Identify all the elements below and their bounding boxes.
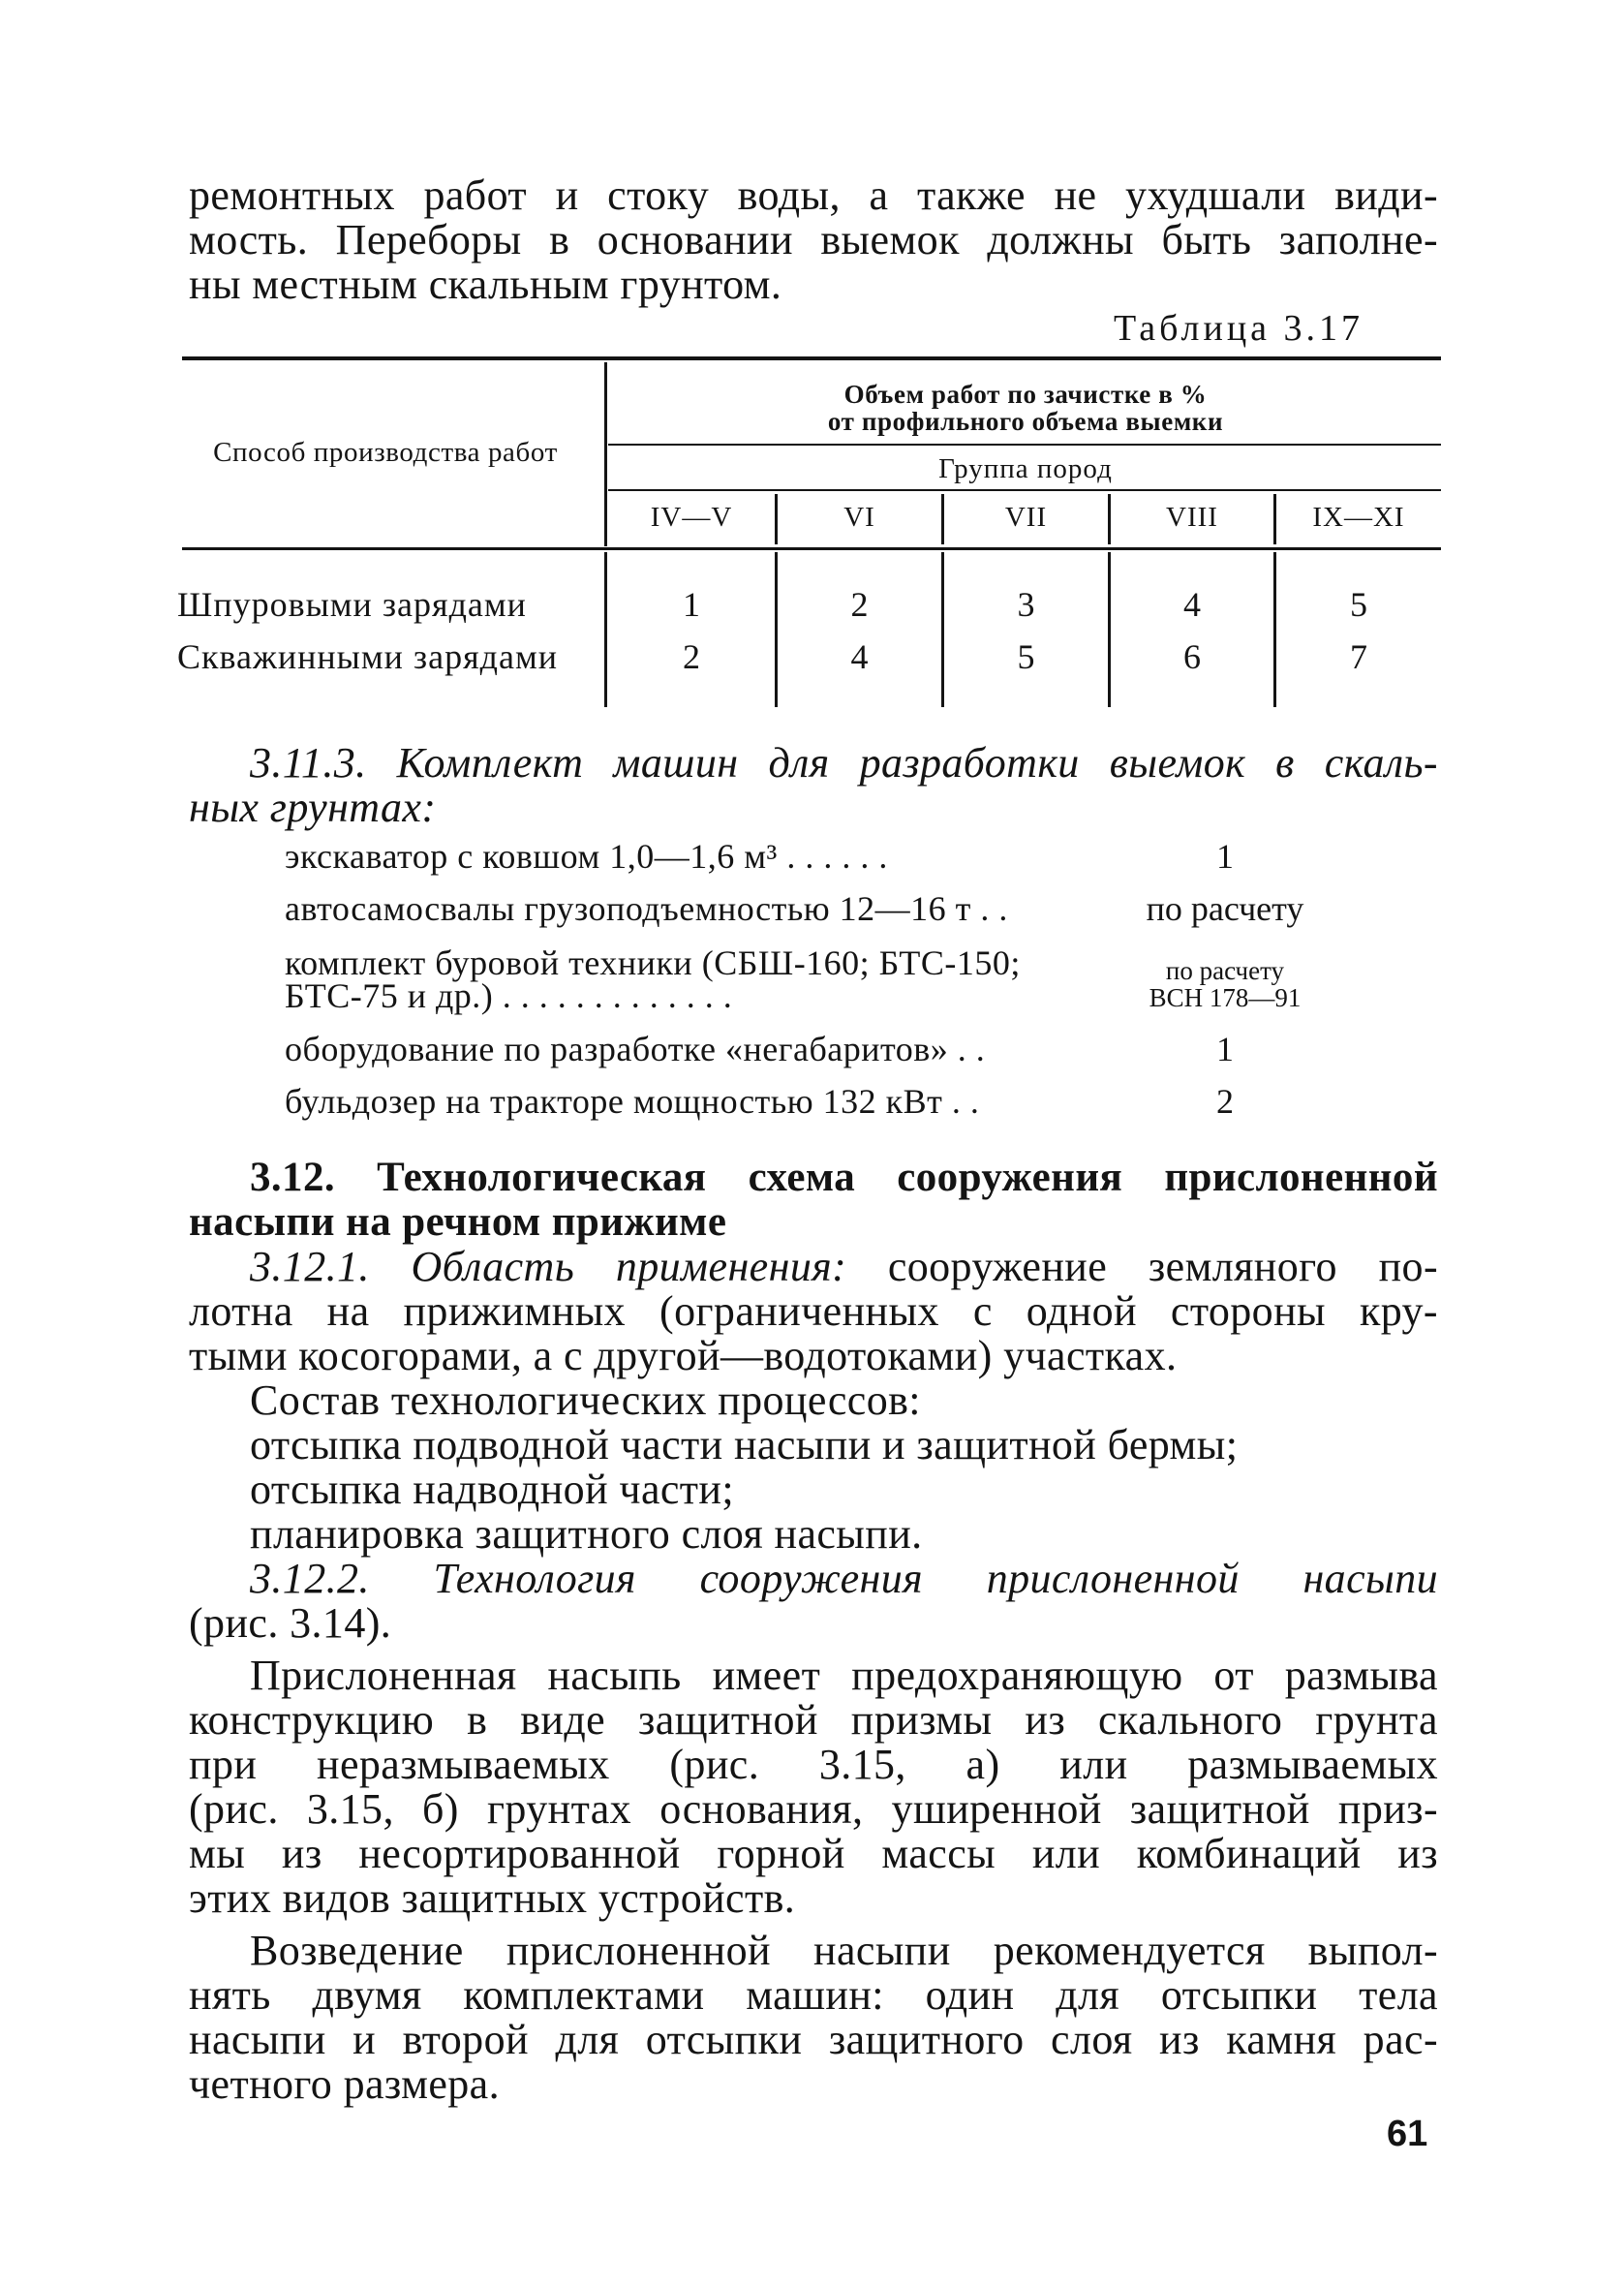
subsection-title: 3.12.1. Область применения: xyxy=(250,1243,847,1290)
paragraph-line: (рис. 3.14). xyxy=(189,1599,392,1647)
section-heading: 3.12. Технологическая схема сооружения прислоненной xyxy=(250,1155,1438,1200)
process-item: отсыпка подводной части насыпи и защитной бермы; xyxy=(250,1421,1239,1468)
table-vrule-head xyxy=(604,362,607,546)
method-header: Способ производства работ xyxy=(213,437,558,468)
leader-dots: . . xyxy=(942,1082,980,1121)
leader-dots: . . . . . . xyxy=(777,837,888,876)
subsection-title: 3.12.2. Технология сооружения прислоненной насыпи xyxy=(250,1555,1438,1602)
table-caption: Таблица 3.17 xyxy=(1114,308,1364,349)
intro-line: ны местным скальным грунтом. xyxy=(189,261,782,308)
volume-header-line1: Объем работ по зачистке в % xyxy=(843,380,1208,409)
table-group-rule xyxy=(608,489,1441,491)
leader-dots: . . . . . . . . . . . . . xyxy=(493,976,733,1015)
table-cell: 4 xyxy=(850,637,869,676)
column-header: IX—XI xyxy=(1312,502,1405,533)
group-header: Группа пород xyxy=(938,453,1113,484)
paragraph-line: лотна на прижимных (ограниченных с одной стороны кру- xyxy=(189,1287,1438,1335)
paragraph-line: тыми косогорами, а с другой—водотоками) участках. xyxy=(189,1332,1178,1379)
paragraph-line: при неразмываемых (рис. 3.15, а) или размываемых xyxy=(189,1741,1438,1788)
paragraph-line xyxy=(250,1244,1438,1290)
paragraph-line: мы из несортированной горной массы или комбинаций из xyxy=(189,1830,1438,1877)
paragraph-line: насыпи и второй для отсыпки защитного слоя из камня рас- xyxy=(189,2016,1438,2063)
paragraph-line: четного размера. xyxy=(189,2060,500,2108)
table-cell: 3 xyxy=(1017,585,1035,624)
volume-header-line2: от профильного объема выемки xyxy=(827,407,1224,436)
column-header: VII xyxy=(1004,502,1048,533)
table-vrule-body xyxy=(1273,552,1276,707)
machine-name: экскаватор с ковшом 1,0—1,6 м³ xyxy=(285,837,778,876)
intro-line: ремонтных работ и стоку воды, а также не ухудшали види- xyxy=(189,171,1438,219)
paragraph-line: этих видов защитных устройств. xyxy=(189,1874,796,1922)
machine-quantity: 2 xyxy=(1216,1082,1234,1121)
machine-quantity: по расчету xyxy=(1165,956,1285,985)
machine-name: оборудование по разработке «негабаритов» xyxy=(285,1030,949,1068)
table-head-bottom-rule xyxy=(182,547,1441,550)
paragraph-line: (рис. 3.15, б) грунтах основания, уширенной защитной приз- xyxy=(189,1785,1438,1833)
table-header-rule xyxy=(608,444,1441,446)
column-header: VI xyxy=(843,502,875,533)
page-number: 61 xyxy=(1387,2114,1428,2154)
process-item: планировка защитного слоя насыпи. xyxy=(250,1510,923,1558)
column-header: VIII xyxy=(1166,502,1218,533)
column-header: IV—V xyxy=(650,502,733,533)
section-heading: 3.11.3. Комплект машин для разработки выемок в скаль- xyxy=(250,739,1438,787)
machine-quantity: по расчету xyxy=(1146,889,1304,928)
machine-quantity: 1 xyxy=(1216,837,1234,876)
section-heading: ных грунтах: xyxy=(189,784,437,831)
paragraph-line: Возведение прислоненной насыпи рекомендуется выпол- xyxy=(250,1927,1438,1974)
machine-quantity-ref: ВСН 178—91 xyxy=(1149,983,1302,1012)
paragraph-text: сооружение земляного по- xyxy=(846,1243,1438,1290)
table-vrule-body xyxy=(941,552,944,707)
machine-quantity: 1 xyxy=(1216,1030,1234,1068)
table-vrule-body xyxy=(775,552,778,707)
table-top-rule xyxy=(182,356,1441,360)
table-cell: 2 xyxy=(850,585,869,624)
section-heading: насыпи на речном прижиме xyxy=(189,1199,727,1245)
machine-name: автосамосвалы грузоподъемностью 12—16 т xyxy=(285,889,971,928)
row-label: Скважинными зарядами xyxy=(177,637,559,676)
leader-dots: . . xyxy=(970,889,1008,928)
machine-name: бульдозер на тракторе мощностью 132 кВт xyxy=(285,1082,943,1121)
paragraph-line: Прислоненная насыпь имеет предохраняющую от размыва xyxy=(250,1652,1438,1699)
leader-dots: . . xyxy=(948,1030,986,1068)
machine-name: комплект буровой техники (СБШ-160; БТС-150; xyxy=(285,943,1021,982)
composition-label: Состав технологических процессов: xyxy=(250,1376,921,1424)
table-cell: 7 xyxy=(1350,637,1367,676)
paragraph-line: конструкцию в виде защитной призмы из скального грунта xyxy=(189,1696,1438,1744)
table-cell: 2 xyxy=(683,637,700,676)
row-label: Шпуровыми зарядами xyxy=(177,585,527,624)
table-vrule-body xyxy=(604,552,607,707)
table-cell: 5 xyxy=(1350,585,1367,624)
table-cell: 4 xyxy=(1183,585,1201,624)
process-item: отсыпка надводной части; xyxy=(250,1466,735,1513)
table-vrule-body xyxy=(1108,552,1111,707)
table-cell: 5 xyxy=(1017,637,1035,676)
intro-line: мость. Переборы в основании выемок должны быть заполне- xyxy=(189,216,1438,263)
table-cell: 1 xyxy=(683,585,700,624)
table-cell: 6 xyxy=(1183,637,1201,676)
machine-name: БТС-75 и др.) xyxy=(285,976,494,1015)
paragraph-line: нять двумя комплектами машин: один для отсыпки тела xyxy=(189,1971,1438,2019)
